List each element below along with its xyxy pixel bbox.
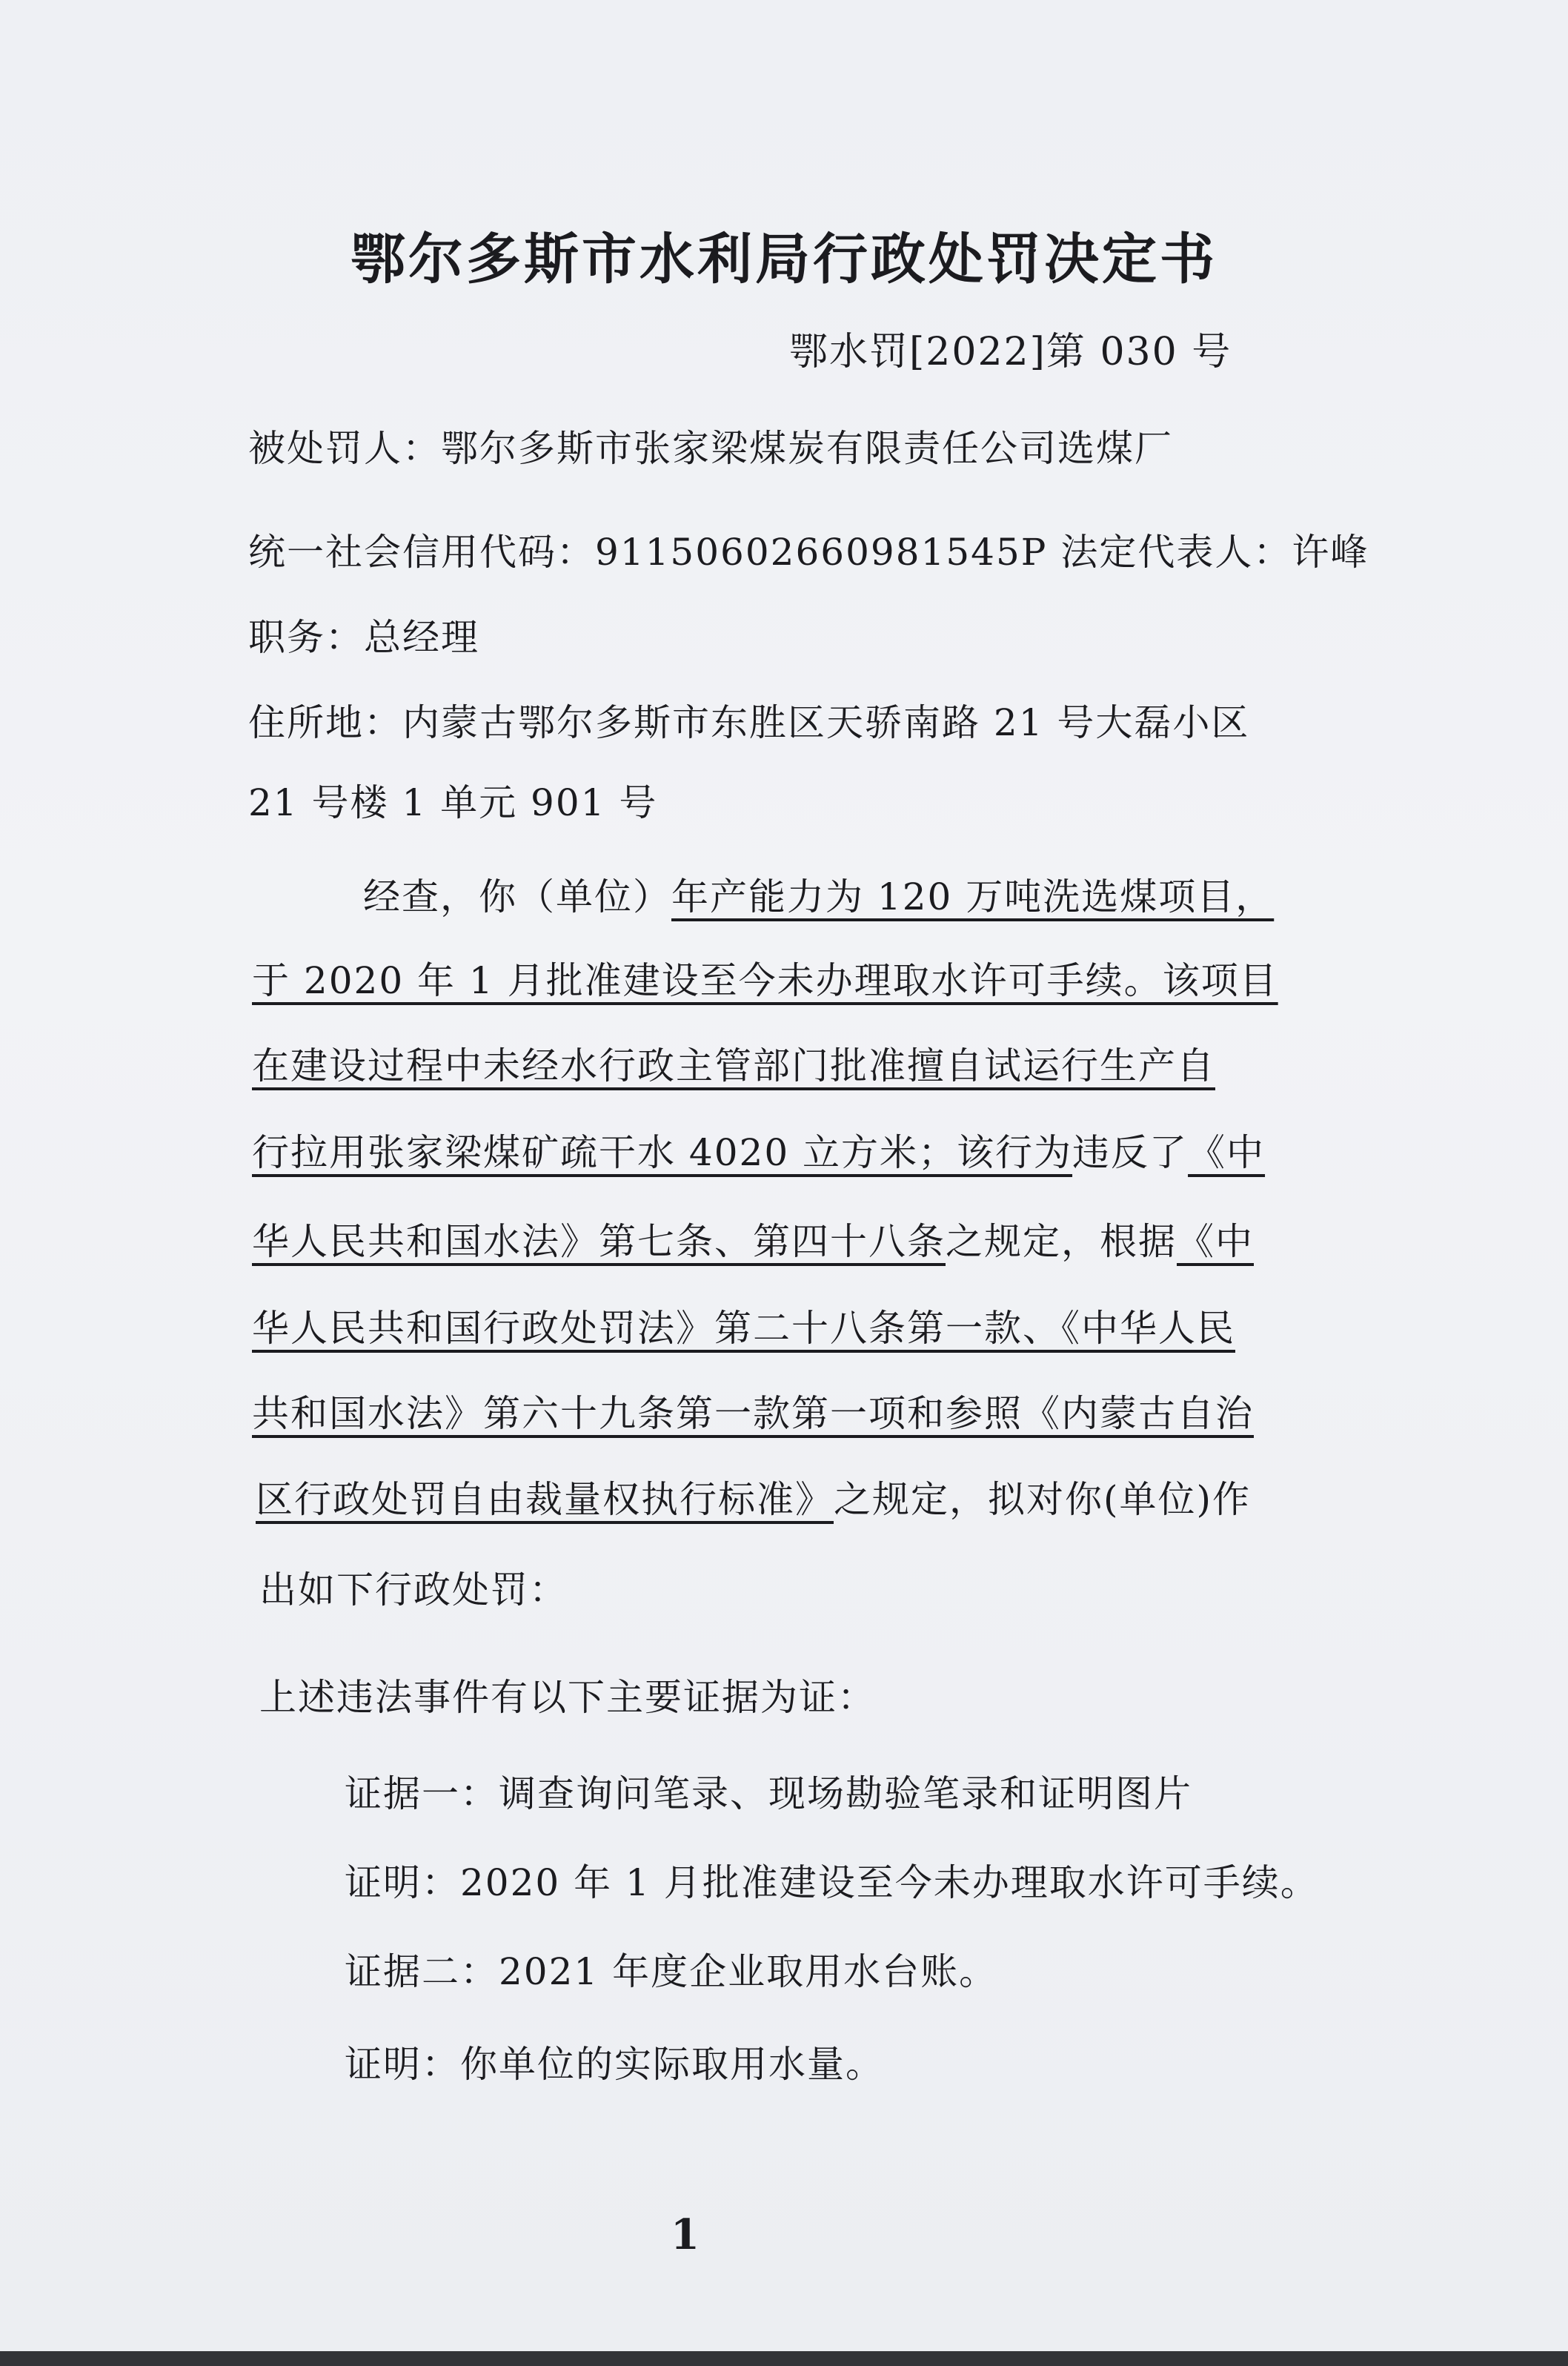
underlined-text: 华人民共和国行政处罚法》第二十八条第一款、《中华人民 (252, 1307, 1235, 1350)
evidence-2: 证据二：2021 年度企业取用水台账。 (345, 1950, 998, 1993)
underlined-text: 《中 (1188, 1131, 1266, 1174)
body-text: 之规定，根据 (946, 1220, 1177, 1263)
body-line-4 (252, 1127, 1265, 1179)
document-number: 鄂水罚[2022]第 030 号 (789, 330, 1232, 374)
evidence-1: 证据一：调查询问笔录、现场勘验笔录和证明图片 (345, 1772, 1192, 1815)
body-line-5 (252, 1216, 1254, 1268)
underlined-text: 行拉用张家梁煤矿疏干水 4020 立方米；该行为 (252, 1131, 1073, 1174)
scan-edge (0, 2351, 1568, 2366)
credit-code-line: 统一社会信用代码：9115060266098154​5P 法定代表人：许峰 (248, 531, 1369, 574)
body-line-3 (252, 1040, 1215, 1092)
evidence-intro: 上述违法事件有以下主要证据为证： (259, 1676, 876, 1719)
page-number: 1 (671, 2210, 700, 2259)
body-text: 经查，你（单位） (363, 875, 671, 918)
body-line-7 (252, 1388, 1254, 1439)
document-title: 鄂尔多斯市水利局行政处罚决定书 (351, 228, 1217, 291)
body-line-6 (252, 1302, 1235, 1354)
punished-party-line: 被处罚人：鄂尔多斯市张家梁煤炭有限责任公司选煤厂 (248, 427, 1173, 470)
underlined-text: 年产能力为 120 万吨洗选煤项目， (671, 875, 1275, 918)
underlined-text: 在建设过程中未经水行政主管部门批准擅自试运行生产自 (252, 1044, 1215, 1087)
body-text: 违反了 (1072, 1131, 1189, 1174)
proof-2: 证明：你单位的实际取用水量。 (345, 2043, 884, 2086)
underlined-text: 《中 (1177, 1220, 1254, 1263)
position-line: 职务：总经理 (248, 616, 479, 659)
underlined-text: 华人民共和国水法》第七条、第四十八条 (252, 1220, 946, 1263)
address-line-1: 住所地：内蒙古鄂尔多斯市东胜区天骄南路 21 号大磊小区 (248, 701, 1250, 744)
proof-1: 证明：2020 年 1 月批准建设至今未办理取水许可手续。 (345, 1861, 1319, 1904)
body-line-1 (363, 871, 1274, 923)
underlined-text: 区行政处罚自由裁量权执行标准》 (256, 1478, 834, 1521)
underlined-text: 共和国水法》第六十九条第一款第一项和参照《内蒙古自治 (252, 1392, 1254, 1435)
body-text: 之规定，拟对你(单位)作 (834, 1478, 1252, 1521)
underlined-text: 于 2020 年 1 月批准建设至今未办理取水许可手续。该项目 (252, 959, 1278, 1002)
body-line-2 (252, 955, 1278, 1007)
address-line-2: 21 号楼 1 单元 901 号 (248, 781, 658, 824)
body-line-8 (256, 1474, 1251, 1525)
body-line-9: 出如下行政处罚： (259, 1568, 568, 1611)
